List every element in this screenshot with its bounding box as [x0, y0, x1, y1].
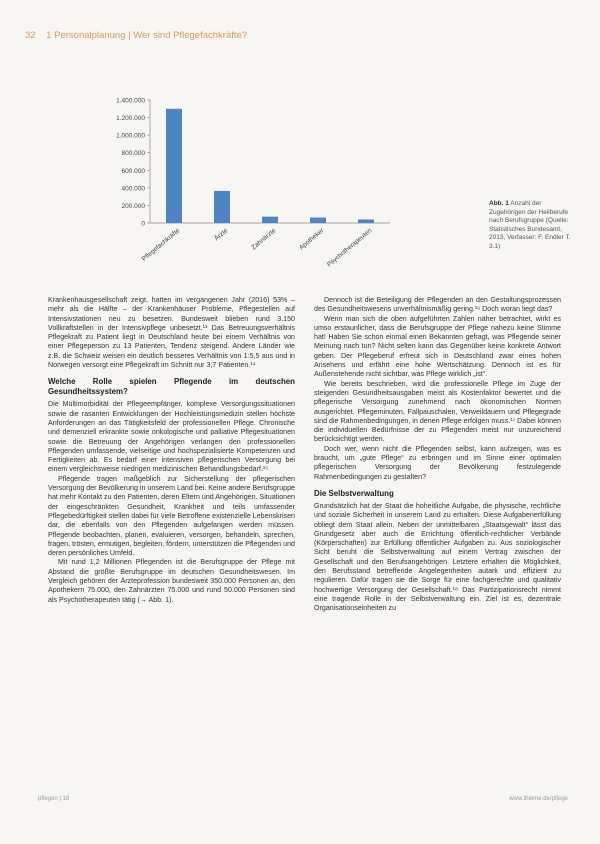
- y-tick-label: 600.000: [121, 167, 145, 175]
- paragraph: Wie bereits beschrieben, wird die professionelle Pflege im Zuge der steigenden Gesundheitsausgaben meist als Kostenfaktor bewertet und die pflegerische Versorgung zunehmend nach ökonomischen Normen ausgerichtet. Pflegeminuten, Fallpauschalen, Verweildauern und Pflegegrade sind die Rahmenbedingungen, in denen Pflege erfolgen muss.¹⁷ Dabei können die individuellen Bedürfnisse der zu Pflegenden meist nur unzureichend berücksichtigt werden.: [314, 379, 561, 444]
- section-heading: Welche Rolle spielen Pflegende im deutschen Gesundheitssystem?: [48, 377, 295, 397]
- footer-right: www.thieme.de/pflege: [509, 796, 568, 802]
- x-tick-label: Apotheker: [298, 227, 326, 252]
- paragraph: Krankenhausgesellschaft zeigt, hatten im vergangenen Jahr (2016) 53% – mehr als die Hälfte – der Krankenhäuser Probleme, Pflegestellen auf Intensivstationen neu zu besetzen. Bundesweit blieben rund 3.150 Vollkraftstellen in der Intensivpflege unbesetzt.¹³ Das Betreuungsverhältnis Pflegekraft zu Patient liegt in Deutschland heute bei einem Verhältnis von einer Pflegeperson zu 13 Patienten, Tendenz steigend. Andere Länder wie z.B. die Schweiz weisen ein deutlich besseres Verhältnis von 1:5,5 aus und in Norwegen versorgt eine Pflegekraft im Schnitt nur 3,7 Patienten.¹⁴: [48, 296, 295, 370]
- bar-chart-svg: [98, 88, 398, 268]
- paragraph: Wenn man sich die oben aufgeführten Zahlen näher betrachtet, wirkt es umso erstaunlicher, dass die Berufsgruppe der Pflege nahezu keine Stimme hat! Haben Sie schon einmal einen Bekannten gefragt, was Pflegende seiner Meinung nach tun? Nicht selten kann das Gegenüber keine konkrete Antwort geben. Der Pflegeberuf erfreut sich in Deutschland zwar eines hohen Ansehens und erfährt eine hohe Wertschätzung. Dennoch ist es für Außenstehende nicht sichtbar, was Pflege wirklich „ist“.: [314, 314, 561, 379]
- right-column: [314, 296, 561, 614]
- x-tick-label: Pflegefachkräfte: [140, 227, 182, 263]
- bar: [262, 217, 278, 223]
- x-tick-label: Zahnärzte: [250, 227, 278, 252]
- y-tick-label: 1.400.000: [116, 97, 145, 105]
- figure-caption: [489, 200, 579, 251]
- paragraph: Die Multimorbidität der Pflegeempfänger, komplexe Versorgungssituationen sowie die rasanten Entwicklungen der Hochleistungsmedizin stellen höchste Anforderungen an das Tätigkeitsfeld der professionellen Pflege. Chronische und demenziell erkrankte sowie onkologische und palliative Pflegesituationen sowie die Betreuung der Angehörigen verlangen den professionellen Pflegenden umfassende, vielseitige und hochspezialisierte Kompetenzen und Fertigkeiten ab. Es bedarf einer intensiven pflegerischen Versorgung bei einem vergleichsweise niedrigen medizinischen Behandlungsbedarf.¹⁵: [48, 400, 295, 474]
- paragraph: Pflegende tragen maßgeblich zur Sicherstellung der pflegerischen Versorgung der Bevölkerung in unserem Land bei. Keine andere Berufsgruppe hat mehr Kontakt zu den Patienten, deren Eltern und Angehörigen. Situationen der eingeschränkten Gesundheit, Krankheit und teils umfassender Pflegebedürftigkeit stellen dabei für viele Betroffene existenzielle Lebenskrisen dar, die ebenfalls von den Pflegenden aufgefangen werden müssen. Pflegende beobachten, planen, evaluieren, versorgen, behandeln, sprechen, fragen, trösten, ermutigen, begleiten, fördern, unterstützen die Pflegenden und deren persönliches Umfeld.: [48, 474, 295, 558]
- bar-chart: [98, 88, 398, 268]
- paragraph: Grundsätzlich hat der Staat die hoheitliche Aufgabe, die physische, rechtliche und soziale Sicherheit in unserem Land zu erhalten. Diese Aufgabenerfüllung obliegt dem Staat allein. Neben der unmittelbaren „Staatsgewalt“ lässt das Grundgesetz aber auch die Errichtung öffentlich-rechtlicher Verbände (Körperschaften) zur Erfüllung öffentlicher Aufgaben zu. Aus soziologischer Sicht beruht die Selbstverwaltung auf einem Vertrag zwischen der Gesellschaft und den Berufsangehörigen. Letztere erhalten die Möglichkeit, den Berufsstand betreffende Angelegenheiten autark und effizient zu regulieren. Dafür tragen sie die Sorge für eine fachgerechte und qualitativ hochwertige Versorgung der Gesellschaft.¹⁸ Das Partizipationsrecht nimmt eine tragende Rolle in der Selbstverwaltung ein. Ziel ist es, dezentrale Organisationseinheiten zu: [314, 501, 561, 613]
- x-tick-label: Psychotherapeuten: [325, 227, 374, 268]
- y-tick-label: 1.200.000: [116, 115, 145, 123]
- bar: [358, 219, 374, 223]
- left-column: [48, 296, 295, 605]
- footer-left: pflegen | 18: [38, 796, 70, 802]
- caption-label: Abb. 1: [489, 200, 509, 207]
- bar: [214, 191, 230, 223]
- section-heading: Die Selbstverwaltung: [314, 488, 394, 498]
- y-tick-label: 400.000: [121, 185, 145, 193]
- running-header: [25, 30, 247, 41]
- caption-text: Anzahl der Zugehörigen der Heilberufe nach Berufsgruppe (Quelle: Statistisches Bundesamt, 2013, Verfasser: F. Endler T. 3.1): [489, 200, 571, 250]
- header-title: 1 Personalplanung | Wer sind Pflegefachkräfte?: [46, 30, 248, 41]
- y-tick-label: 1.000.000: [116, 132, 145, 140]
- paragraph: Dennoch ist die Beteiligung der Pflegenden an den Gestaltungsprozessen des Gesundheitswesens unverhältnismäßig gering.¹⁶ Doch woran liegt das?: [314, 296, 561, 314]
- y-tick-label: 200.000: [121, 202, 145, 210]
- paragraph: Mit rund 1,2 Millionen Pflegenden ist die Berufsgruppe der Pflege mit Abstand die größte Berufsgruppe im deutschen Gesundheitswesen. Im Vergleich gehören der Ärzteprofession bundesweit 350.000 Personen an, den Apothekern 75.000, den Zahnärzten 75.000 und rund 50.000 Personen sind als Psychotherapeuten tätig (→ Abb. 1).: [48, 558, 295, 604]
- paragraph: Doch wer, wenn nicht die Pflegenden selbst, kann aufzeigen, was es braucht, um „gute Pflege“ zu erbringen und im Sinne einer optimalen pflegerischen Versorgung der Bevölkerung festzulegende Rahmenbedingungen zu gestalten?: [314, 444, 561, 481]
- y-tick-label: 800.000: [121, 150, 145, 158]
- y-tick-label: 0: [141, 220, 145, 228]
- x-tick-label: Ärzte: [213, 227, 230, 243]
- bar: [310, 218, 326, 223]
- bar: [166, 109, 182, 223]
- page-number: 32: [25, 30, 36, 41]
